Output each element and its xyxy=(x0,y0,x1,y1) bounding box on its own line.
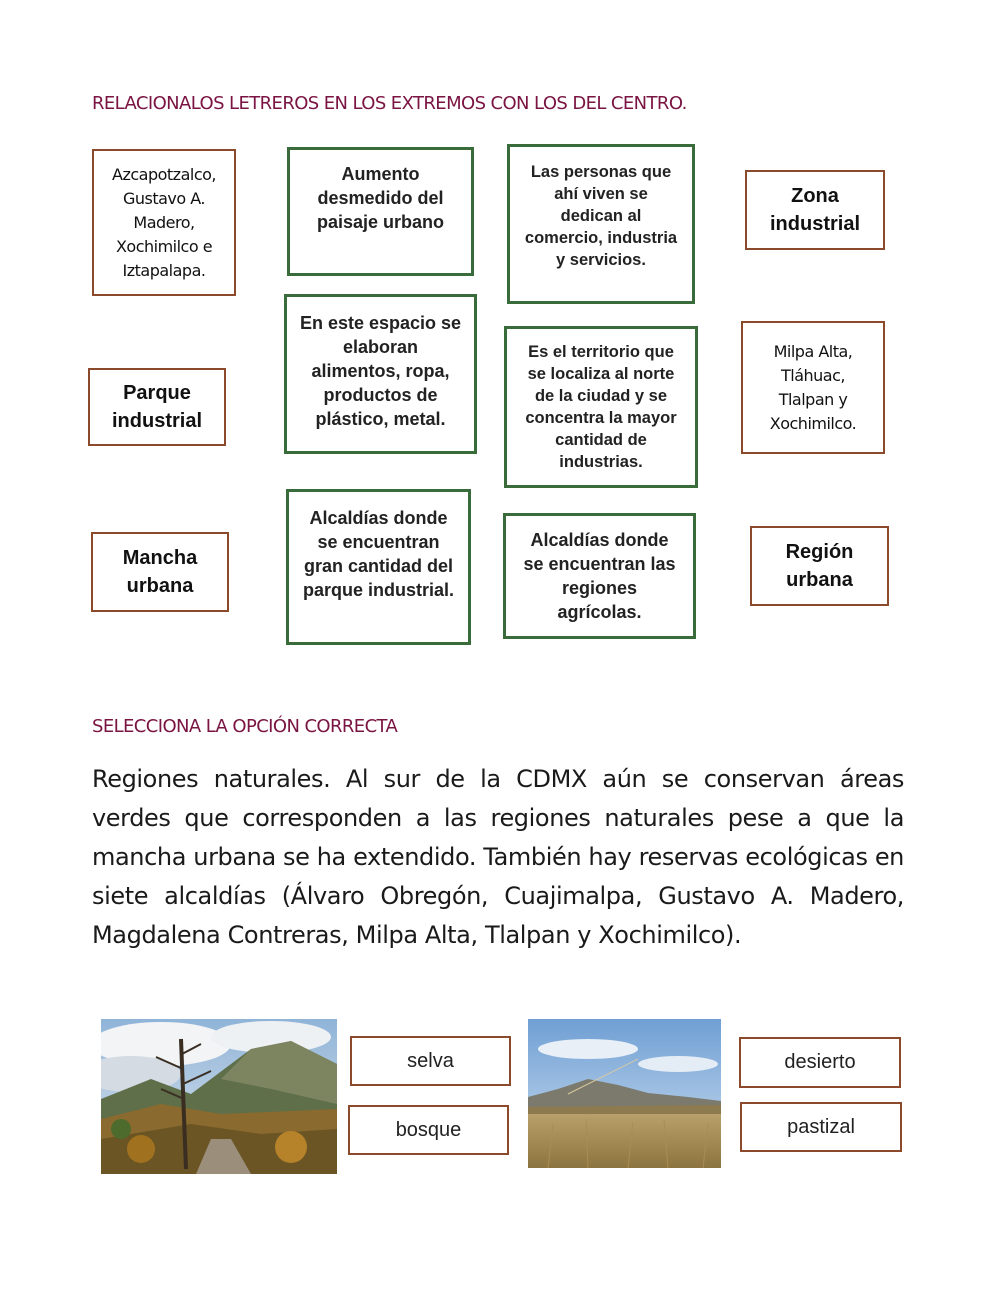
matching-heading: RELACIONALOS LETREROS EN LOS EXTREMOS CON LOS DEL CENTRO. xyxy=(92,93,687,114)
match-card-center-3[interactable] xyxy=(286,489,471,645)
match-card-label: Mancha urbana xyxy=(122,547,198,597)
match-card-center-6[interactable] xyxy=(503,513,696,639)
forest-mountain-image xyxy=(101,1019,337,1174)
option-selva-button[interactable]: selva xyxy=(350,1036,511,1086)
select-heading: SELECCIONA LA OPCIÓN CORRECTA xyxy=(92,716,398,737)
match-card-left-3[interactable] xyxy=(91,532,229,612)
match-card-center-4[interactable] xyxy=(507,144,695,304)
match-card-label: Alcaldías donde se encuentran gran cantidad del parque industrial. xyxy=(302,508,455,600)
match-card-label: Las personas que ahí viven se dedican al comercio, industria y servicios. xyxy=(524,163,678,269)
match-card-right-2[interactable] xyxy=(741,321,885,454)
match-card-label: Azcapotzalco, Gustavo A. Madero, Xochimilco e Iztapalapa. xyxy=(112,164,216,280)
match-card-label: Región urbana xyxy=(785,541,854,591)
match-card-label: Es el territorio que se localiza al norte de la ciudad y se concentra la mayor cantidad de industrias. xyxy=(525,343,677,471)
match-card-left-1[interactable] xyxy=(92,149,236,296)
match-card-right-3[interactable] xyxy=(750,526,889,606)
grassland-image xyxy=(528,1019,721,1168)
match-card-right-1[interactable] xyxy=(745,170,885,250)
match-card-label: Alcaldías donde se encuentran las regiones agrícolas. xyxy=(523,530,676,622)
option-desierto-button[interactable]: desierto xyxy=(739,1037,901,1088)
regions-paragraph: Regiones naturales. Al sur de la CDMX aún se conservan áreas verdes que corresponden a las regiones naturales pese a que la mancha urbana se ha extendido. También hay reservas ecológicas en siete alcaldías (Álvaro Obregón, Cuajimalpa, Gustavo A. Madero, Magdalena Contreras, Milpa Alta, Tlalpan y Xochimilco). xyxy=(92,765,904,949)
option-bosque-button[interactable]: bosque xyxy=(348,1105,509,1155)
match-card-label: Aumento desmedido del paisaje urbano xyxy=(316,164,445,232)
match-card-center-1[interactable] xyxy=(287,147,474,276)
match-card-label: Milpa Alta, Tláhuac, Tlalpan y Xochimilco. xyxy=(769,341,857,433)
match-card-label: En este espacio se elaboran alimentos, ropa, productos de plástico, metal. xyxy=(299,313,462,429)
match-card-center-2[interactable] xyxy=(284,294,477,454)
option-pastizal-button[interactable]: pastizal xyxy=(740,1102,902,1152)
match-card-label: Zona industrial xyxy=(769,185,860,235)
match-card-label: Parque industrial xyxy=(111,382,202,432)
match-card-left-2[interactable] xyxy=(88,368,226,446)
match-card-center-5[interactable] xyxy=(504,326,698,488)
